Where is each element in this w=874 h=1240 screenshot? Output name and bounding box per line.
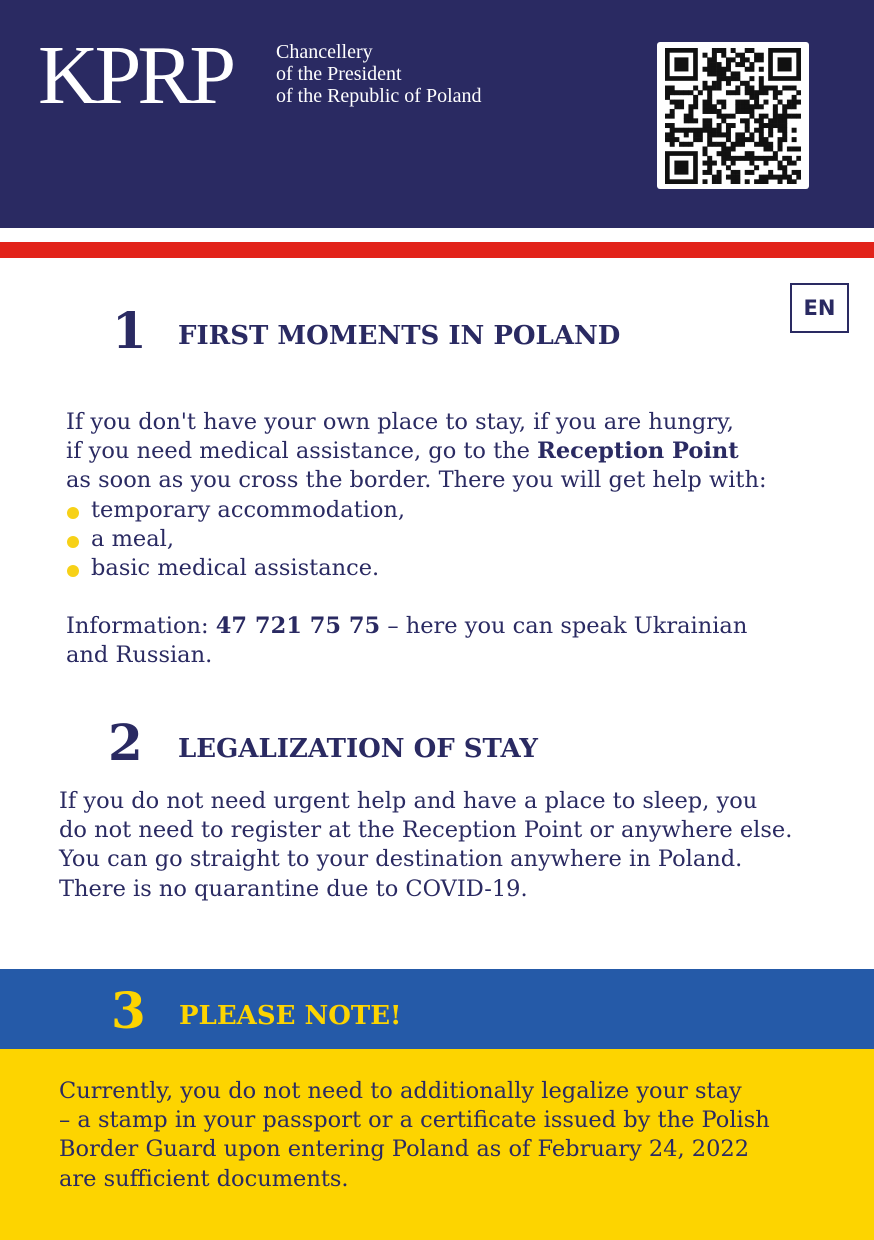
section-1-title: FIRST MOMENTS IN POLAND (178, 321, 621, 351)
kprp-logo: KPRP (38, 29, 233, 122)
organization-name (276, 41, 482, 107)
section-2-line-1: If you do not need urgent help and have a place to sleep, you (59, 788, 758, 814)
list-item-text: temporary accommodation, (91, 496, 406, 523)
section-3-line-4: are sufficient documents. (59, 1165, 349, 1192)
org-line-1: Chancellery (276, 41, 373, 63)
section-1-body (66, 408, 767, 671)
org-line-3: of the Republic of Poland (276, 85, 482, 107)
bullet-icon (67, 536, 79, 548)
section-2-line-3: You can go straight to your destination anywhere in Poland. (59, 846, 743, 873)
qr-code-icon[interactable] (657, 42, 809, 189)
information-label: Information: (66, 613, 216, 640)
list-item-text: a meal, (91, 525, 174, 552)
bullet-icon (67, 507, 79, 519)
section-3-number: 3 (111, 981, 146, 1040)
section-1-intro-line-2 (66, 437, 767, 466)
information-note: – here you can speak Ukrainian (380, 613, 748, 640)
list-item (66, 525, 767, 554)
section-3-body (59, 1077, 770, 1194)
section-2-number: 2 (108, 713, 143, 772)
reception-point-label: Reception Point (537, 438, 739, 465)
list-item (66, 554, 767, 583)
list-item-text: basic medical assistance. (91, 555, 380, 582)
section-3-title: PLEASE NOTE! (179, 1001, 402, 1031)
list-item (66, 496, 767, 525)
language-badge: EN (790, 283, 849, 333)
intro-line-2-text: if you need medical assistance, go to the (66, 438, 538, 465)
qr-code-graphic (665, 48, 801, 184)
header-banner (0, 0, 874, 228)
section-1-intro-line-1: If you don't have your own place to stay, if you are hungry, (66, 409, 734, 435)
flag-stripe-red (0, 242, 874, 258)
section-2-line-2: do not need to register at the Reception Point or anywhere else. (59, 817, 793, 844)
section-2-line-4: There is no quarantine due to COVID-19. (59, 875, 528, 902)
section-3-line-3: Border Guard upon entering Poland as of February 24, 2022 (59, 1136, 750, 1163)
section-1-number: 1 (112, 301, 147, 360)
section-2-title: LEGALIZATION OF STAY (178, 734, 538, 764)
bullet-icon (67, 565, 79, 577)
section-3-line-2: – a stamp in your passport or a certificate issued by the Polish (59, 1107, 770, 1134)
information-phone-number[interactable]: 47 721 75 75 (215, 613, 381, 640)
org-line-2: of the President (276, 63, 402, 85)
information-line (66, 612, 767, 641)
section-1-intro-line-3: as soon as you cross the border. There you will get help with: (66, 467, 767, 494)
information-line-2: and Russian. (66, 642, 213, 669)
flag-stripe-white (0, 228, 874, 242)
section-2-body (59, 787, 792, 904)
section-3-line-1: Currently, you do not need to additionally legalize your stay (59, 1078, 742, 1104)
